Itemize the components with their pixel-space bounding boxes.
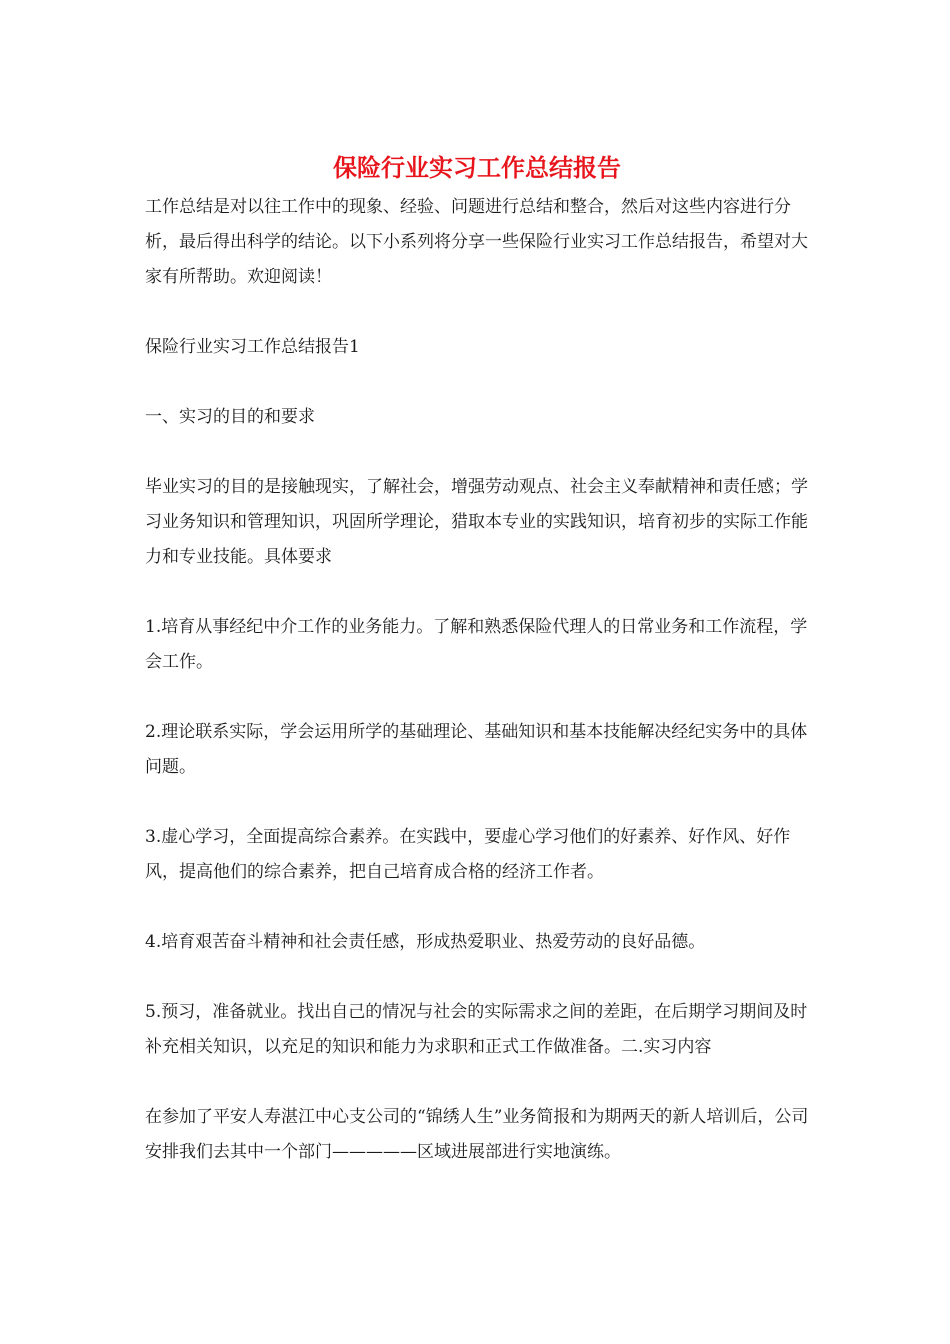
document-title: 保险行业实习工作总结报告 [333, 153, 621, 182]
purpose-paragraph: 毕业实习的目的是接触现实，了解社会，增强劳动观点、社会主义奉献精神和责任感；学习业务知识和管理知识，巩固所学理论，猎取本专业的实践知识，培育初步的实际工作能力和专业技能。具体要求 [145, 477, 808, 567]
section-heading-purpose: 一、实习的目的和要求 [145, 407, 315, 427]
content-paragraph: 在参加了平安人寿湛江中心支公司的“锦绣人生”业务简报和为期两天的新人培训后，公司安排我们去其中一个部门—————区域进展部进行实地演练。 [145, 1107, 809, 1162]
requirement-item-1: 1.培育从事经纪中介工作的业务能力。了解和熟悉保险代理人的日常业务和工作流程，学会工作。 [145, 617, 808, 672]
requirement-item-5: 5.预习，准备就业。找出自己的情况与社会的实际需求之间的差距，在后期学习期间及时补充相关知识，以充足的知识和能力为求职和正式工作做准备。二.实习内容 [145, 1002, 808, 1057]
report-heading: 保险行业实习工作总结报告1 [145, 337, 360, 357]
intro-paragraph: 工作总结是对以往工作中的现象、经验、问题进行总结和整合，然后对这些内容进行分析，最后得出科学的结论。以下小系列将分享一些保险行业实习工作总结报告，希望对大家有所帮助。欢迎阅读！ [145, 197, 808, 287]
requirement-item-3: 3.虚心学习，全面提高综合素养。在实践中，要虚心学习他们的好素养、好作风、好作风，提高他们的综合素养，把自己培育成合格的经济工作者。 [145, 827, 791, 882]
requirement-item-4: 4.培育艰苦奋斗精神和社会责任感，形成热爱职业、热爱劳动的良好品德。 [145, 932, 706, 952]
requirement-item-2: 2.理论联系实际，学会运用所学的基础理论、基础知识和基本技能解决经纪实务中的具体问题。 [145, 722, 808, 777]
document-body [145, 150, 809, 1205]
